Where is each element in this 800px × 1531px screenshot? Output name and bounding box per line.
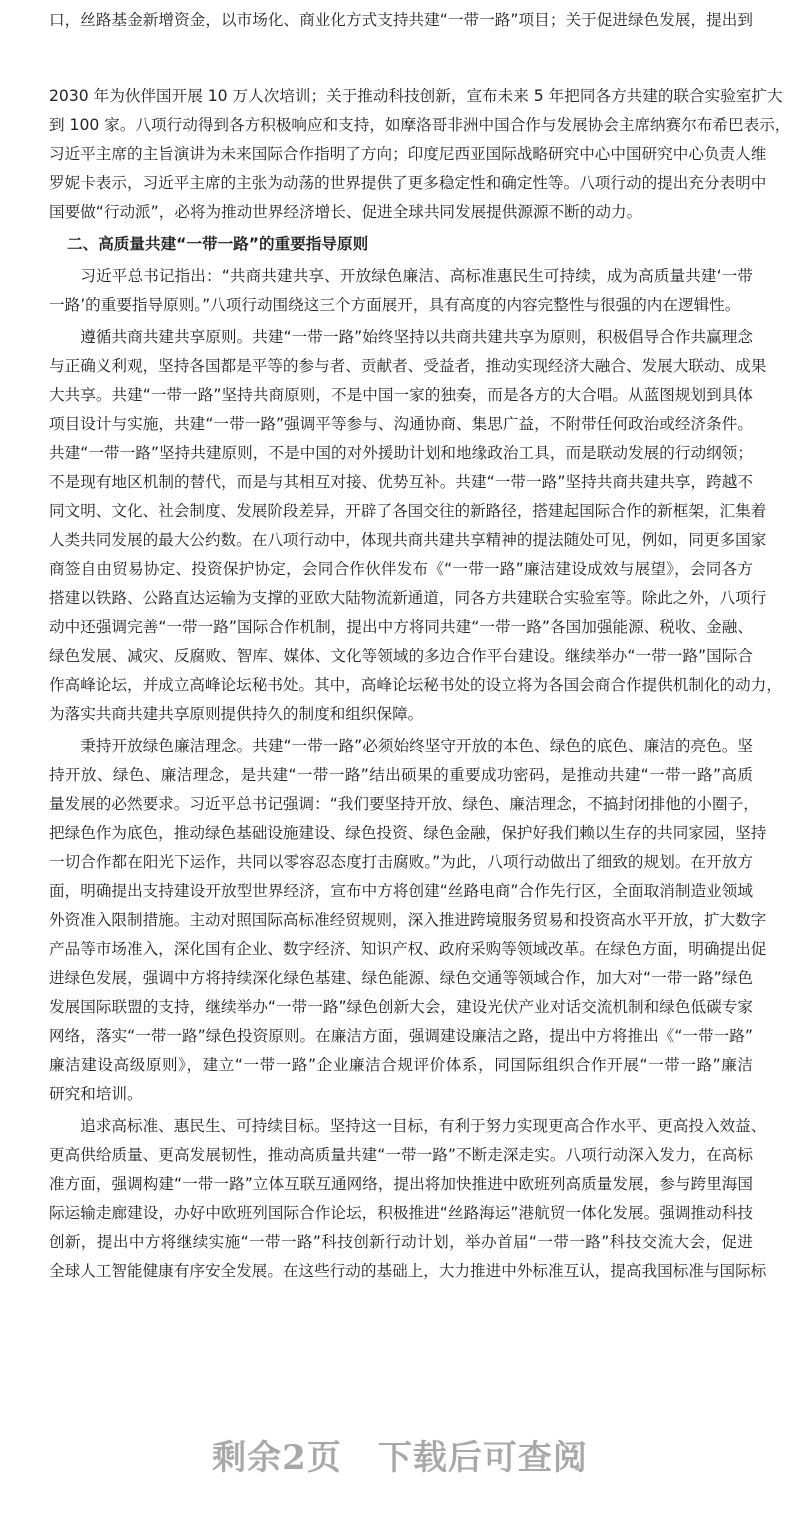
text-line: 发展国际联盟的支持，继续举办“一带一路”绿色创新大会，建设光伏产业对话交流机制和绿色低碳专家: [49, 998, 753, 1016]
text-line: 创新，提出中方将继续实施“一带一路”科技创新行动计划，举办首届“一带一路”科技交流大会，促进: [49, 1233, 753, 1251]
document-body: [49, 0, 791, 1289]
text-line: 习近平总书记指出：“共商共建共享、开放绿色廉洁、高标准惠民生可持续，成为高质量共建‘一带: [49, 267, 753, 285]
text-line: 搭建以铁路、公路直达运输为支撑的亚欧大陆物流新通道，同各方共建联合实验室等。除此之外，八项行: [49, 589, 767, 607]
text-line: 人类共同发展的最大公约数。在八项行动中，体现共商共建共享精神的提法随处可见，例如，同更多国家: [49, 531, 767, 549]
paragraph: [49, 732, 767, 1109]
paragraph: [49, 82, 791, 227]
text-line: 把绿色作为底色，推动绿色基础设施建设、绿色投资、绿色金融，保护好我们赖以生存的共同家园，坚持: [49, 824, 767, 842]
text-line: 一切合作都在阳光下运作，共同以零容忍态度打击腐败。”为此，八项行动做出了细致的规划。在开放方: [49, 853, 753, 871]
text-line: 外资准入限制措施。主动对照国际高标准经贸规则，深入推进跨境服务贸易和投资高水平开放，扩大数字: [49, 911, 767, 929]
download-prompt[interactable]: [0, 1430, 800, 1479]
download-to-view-label[interactable]: 下载后可查阅: [377, 1438, 588, 1478]
text-line: 不是现有地区机制的替代，而是与其相互对接、优势互补。共建“一带一路”坚持共商共建共享，跨越不: [49, 473, 753, 491]
text-line: 秉持开放绿色廉洁理念。共建“一带一路”必须始终坚守开放的本色、绿色的底色、廉洁的亮色。坚: [49, 737, 753, 755]
text-line: 追求高标准、惠民生、可持续目标。坚持这一目标，有利于努力实现更高合作水平、更高投入效益、: [49, 1117, 767, 1135]
paragraph: [49, 323, 782, 729]
text-line: 习近平主席的主旨演讲为未来国际合作指明了方向；印度尼西亚国际战略研究中心中国研究中心负责人维: [49, 145, 767, 163]
text-line: 廉洁建设高级原则》，建立“一带一路”企业廉洁合规评价体系，同国际组织合作开展“一带一路”廉洁: [49, 1056, 753, 1074]
text-line: 商签自由贸易协定、投资保护协定，会同合作伙伴发布《“一带一路”廉洁建设成效与展望》，会同各方: [49, 560, 753, 578]
text-line: 为落实共商共建共享原则提供持久的制度和组织保障。: [49, 705, 424, 723]
text-line: 进绿色发展，强调中方将持续深化绿色基建、绿色能源、绿色交通等领域合作，加大对“一带一路”绿色: [49, 969, 753, 987]
paragraph: [49, 262, 753, 320]
text-line: 面，明确提出支持建设开放型世界经济，宣布中方将创建“丝路电商”合作先行区，全面取消制造业领域: [49, 882, 753, 900]
text-line: 遵循共商共建共享原则。共建“一带一路”始终坚持以共商共建共享为原则，积极倡导合作共赢理念: [49, 328, 753, 346]
text-line: 大共享。共建“一带一路”坚持共商原则，不是中国一家的独奏，而是各方的大合唱。从蓝图规划到具体: [49, 386, 753, 404]
text-line: 口，丝路基金新增资金，以市场化、商业化方式支持共建“一带一路”项目；关于促进绿色发展，提出到: [49, 11, 753, 29]
paragraph: [49, 1112, 767, 1286]
text-line: 产品等市场准入，深化国有企业、数字经济、知识产权、政府采购等领域改革。在绿色方面，明确提出促: [49, 940, 767, 958]
text-line: 同文明、文化、社会制度、发展阶段差异，开辟了各国交往的新路径，搭建起国际合作的新框架，汇集着: [49, 502, 767, 520]
text-line: 项目设计与实施，共建“一带一路”强调平等参与、沟通协商、集思广益，不附带任何政治或经济条件。: [49, 415, 753, 433]
text-line: 作高峰论坛，并成立高峰论坛秘书处。其中，高峰论坛秘书处的设立将为各国会商合作提供机制化的动力，: [49, 676, 782, 694]
text-line: 研究和培训。: [49, 1085, 143, 1103]
remaining-pages-label: 剩余2页: [212, 1438, 342, 1478]
text-line: 国要做“行动派”，必将为推动世界经济增长、促进全球共同发展提供源源不断的动力。: [49, 203, 643, 221]
text-line: 量发展的必然要求。习近平总书记强调：“我们要坚持开放、绿色、廉洁理念，不搞封闭排他的小圈子，: [49, 795, 759, 813]
section-heading: 二、高质量共建“一带一路”的重要指导原则: [67, 235, 369, 253]
text-line: 绿色发展、减灾、反腐败、智库、媒体、文化等领域的多边合作平台建设。继续举办“一带一路”国际合: [49, 647, 753, 665]
text-line: 持开放、绿色、廉洁理念，是共建“一带一路”结出硕果的重要成功密码，是推动共建“一带一路”高质: [49, 766, 753, 784]
text-line: 动中还强调完善“一带一路”国际合作机制，提出中方将同共建“一带一路”各国加强能源、税收、金融、: [49, 618, 753, 636]
text-line: 与正确义利观，坚持各国都是平等的参与者、贡献者、受益者，推动实现经济大融合、发展大联动、成果: [49, 357, 767, 375]
text-line: 到 100 家。八项行动得到各方积极响应和支持，如摩洛哥非洲中国合作与发展协会主席纳赛尔布希巴表示，: [49, 116, 791, 134]
text-line: 一路’的重要指导原则。”八项行动围绕这三个方面展开，具有高度的内容完整性与很强的内在逻辑性。: [49, 296, 741, 314]
text-line: 罗妮卡表示，习近平主席的主张为动荡的世界提供了更多稳定性和确定性等。八项行动的提出充分表明中: [49, 174, 767, 192]
text-line: 际运输走廊建设，办好中欧班列国际合作论坛，积极推进“丝路海运”港航贸一体化发展。强调推动科技: [49, 1204, 753, 1222]
text-line: 全球人工智能健康有序安全发展。在这些行动的基础上，大力推进中外标准互认，提高我国标准与国际标: [49, 1262, 767, 1280]
text-line: 2030 年为伙伴国开展 10 万人次培训；关于推动科技创新，宣布未来 5 年把同各方共建的联合实验室扩大: [49, 87, 783, 105]
text-line: 更高供给质量、更高发展韧性，推动高质量共建“一带一路”不断走深走实。八项行动深入发力，在高标: [49, 1146, 753, 1164]
text-line: 共建“一带一路”坚持共建原则，不是中国的对外援助计划和地缘政治工具，而是联动发展的行动纲领；: [49, 444, 753, 462]
text-line: 网络，落实“一带一路”绿色投资原则。在廉洁方面，强调建设廉洁之路，提出中方将推出《“一带一路”: [49, 1027, 753, 1045]
text-line: 准方面，强调构建“一带一路”立体互联互通网络，提出将加快推进中欧班列高质量发展，参与跨里海国: [49, 1175, 753, 1193]
section-heading-block: [49, 230, 753, 259]
